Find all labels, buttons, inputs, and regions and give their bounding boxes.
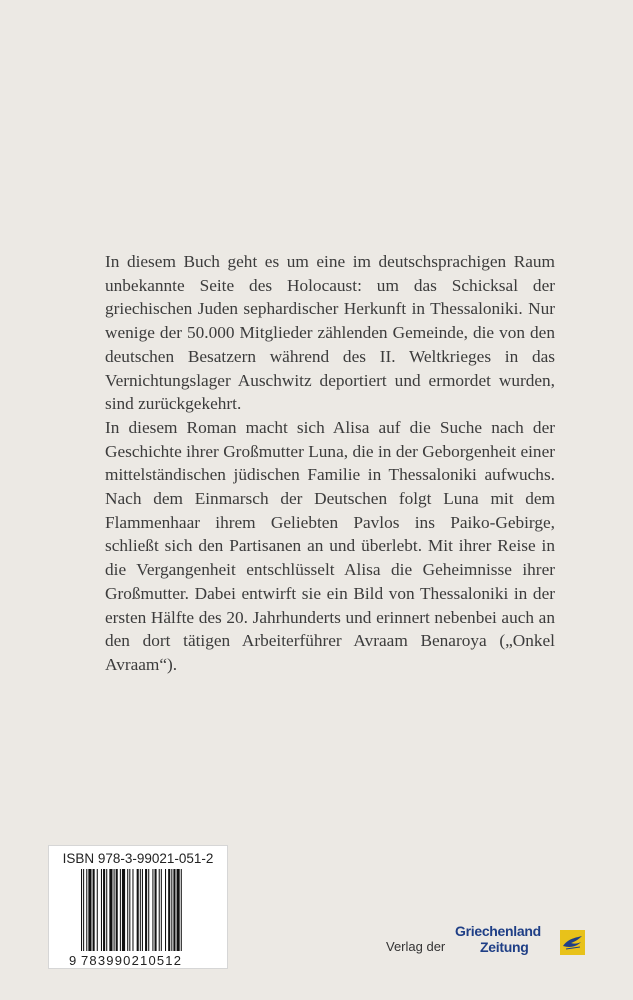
barcode-bar: [145, 869, 147, 951]
barcode-bar: [103, 869, 105, 951]
blurb-paragraph-1: In diesem Buch geht es um eine im deutschsprachigen Raum unbekannte Seite des Holocaust: um das Schicksal der griechischen Juden sephardischer Herkunft in Thessaloniki. Nur wenige der 50.000 Mitglieder zählenden Gemeinde, die von den deutschen Besatzern während des II. Weltkrieges in das Vernichtungslager Auschwitz deportiert und ermordet wurden, sind zurückgekehrt.: [105, 252, 555, 414]
barcode-bar: [159, 869, 160, 951]
barcode-bar: [114, 869, 115, 951]
barcode-bar: [161, 869, 162, 951]
barcode-digits-rest: 783990210512: [81, 953, 183, 968]
blurb-paragraph-2: In diesem Roman macht sich Alisa auf die Suche nach der Geschichte ihrer Großmutter Luna, die in der Geborgenheit einer mittelständischen jüdischen Familie in Thessaloniki aufwuchs. Nach dem Einmarsch der Deutschen folgt Luna mit dem Flammenhaar ihrem Geliebten Pavlos ins Paiko-Gebirge, schließt sich den Partisanen an und überlebt. Mit ihrer Reise in die Vergangenheit entschlüsselt Alisa die Geheimnisse ihrer Großmutter. Dabei entwirft sie ein Bild von Thessaloniki in der ersten Hälfte des 20. Jahrhunderts und erinnert nebenbei auch an den dort tätigen Arbeiterführer Avraam Benaroya („Onkel Avraam“).: [105, 417, 555, 674]
barcode-bar: [148, 869, 149, 951]
barcode-bar: [109, 869, 112, 951]
barcode-bar: [101, 869, 102, 951]
barcode-bar: [116, 869, 118, 951]
publisher-name-line2: Zeitung: [480, 939, 529, 955]
barcode-bar: [137, 869, 139, 951]
barcode-bar: [86, 869, 87, 951]
publisher-name-line1: Griechenland: [455, 923, 541, 939]
barcode-bar: [122, 869, 125, 951]
barcode-bar: [165, 869, 166, 951]
barcode-bar: [177, 869, 180, 951]
barcode-bar: [155, 869, 157, 951]
barcode-digit-first: 9: [69, 953, 77, 968]
barcode-bar: [81, 869, 82, 951]
barcode-bar: [129, 869, 130, 951]
back-cover-blurb: [105, 250, 555, 677]
barcode-bar: [132, 869, 133, 951]
barcode-bar: [173, 869, 175, 951]
barcode-bar: [142, 869, 143, 951]
barcode-bar: [127, 869, 128, 951]
barcode-bar: [93, 869, 95, 951]
barcode-bar: [106, 869, 107, 951]
isbn-barcode-box: [48, 845, 228, 969]
publisher-imprint: [386, 918, 591, 966]
barcode-bar: [181, 869, 182, 951]
logo-bird-icon: [560, 930, 585, 955]
barcode-bar: [83, 869, 84, 951]
publisher-prefix: Verlag der: [386, 939, 446, 954]
barcode-bar: [120, 869, 121, 951]
barcode-bar: [140, 869, 141, 951]
barcode-bar: [97, 869, 98, 951]
isbn-label: ISBN 978-3-99021-051-2: [62, 851, 214, 866]
barcode-bar: [152, 869, 153, 951]
barcode-bar: [171, 869, 172, 951]
barcode-bar: [88, 869, 91, 951]
barcode-bars: [81, 869, 218, 951]
barcode-bar: [168, 869, 170, 951]
